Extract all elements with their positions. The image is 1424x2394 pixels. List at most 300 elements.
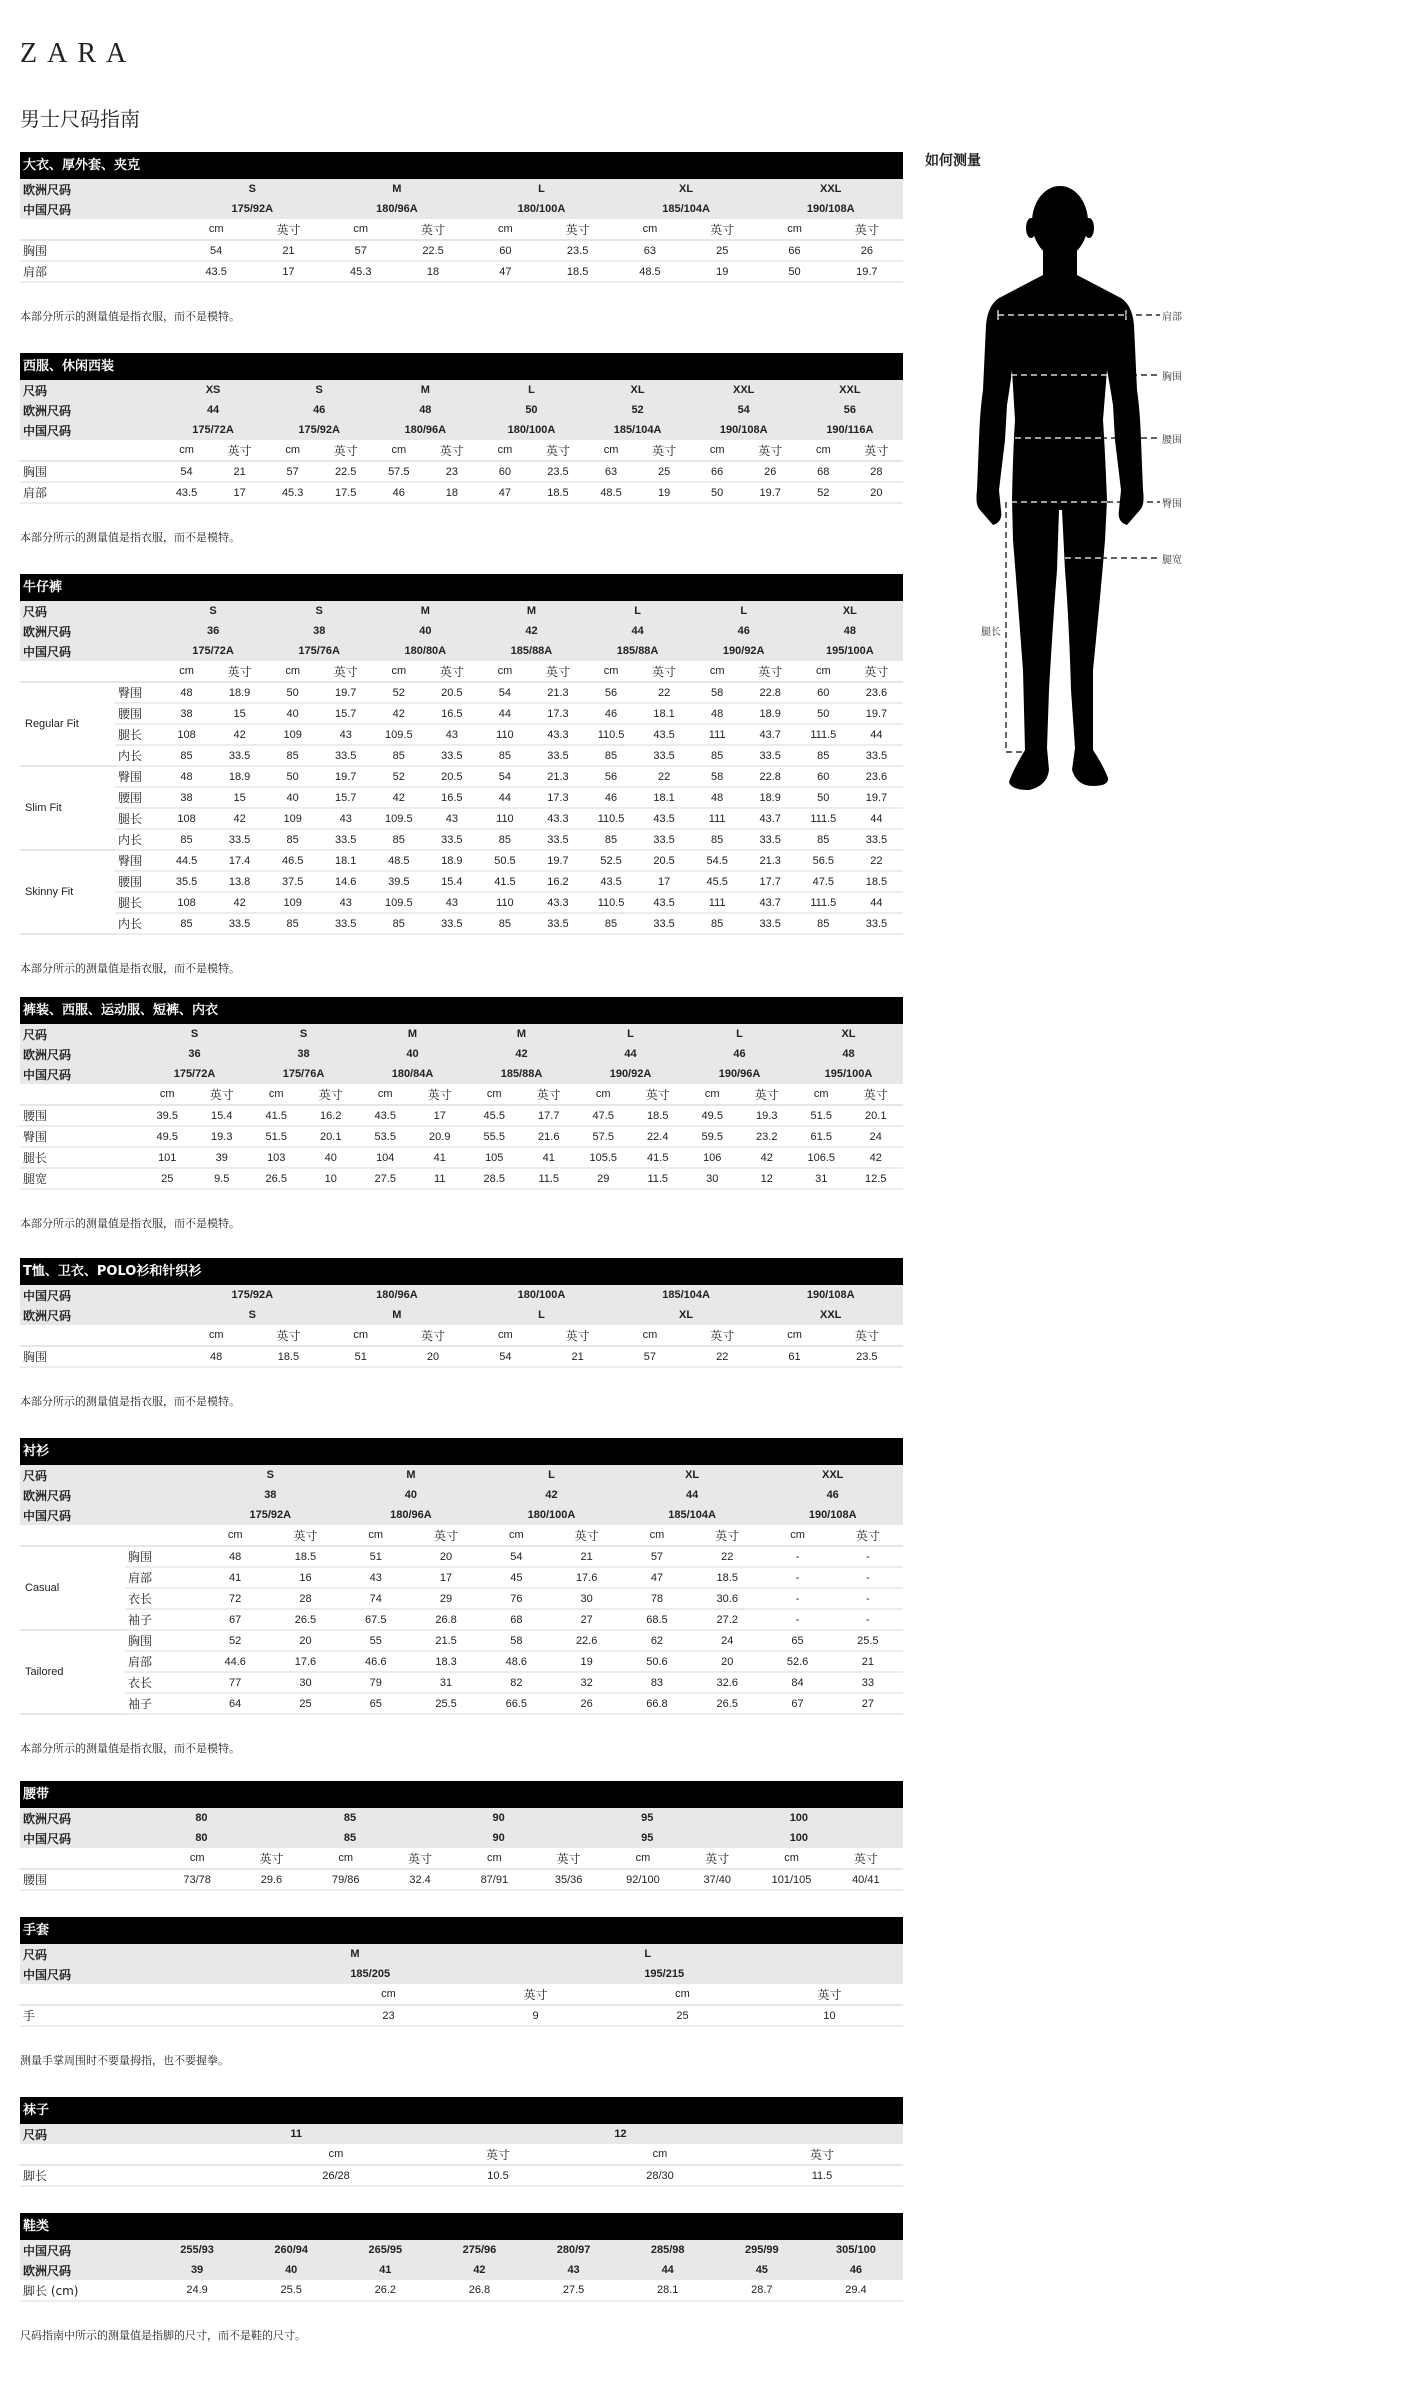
cell-value: 20.1 <box>849 1105 904 1126</box>
cell-value: 43.7 <box>744 724 797 745</box>
size-value: M <box>358 1024 467 1044</box>
cell-value: 32.4 <box>383 1869 457 1890</box>
row-label: 衣长 <box>125 1588 200 1609</box>
cell-value: 15.7 <box>319 703 372 724</box>
cell-value: 33.5 <box>850 913 903 934</box>
cell-value: 33.5 <box>638 913 691 934</box>
cell-value: 28/30 <box>579 2165 741 2186</box>
size-value: 44 <box>160 400 266 420</box>
row-label: 臀围 <box>20 1126 140 1147</box>
cell-value: 52 <box>372 766 425 787</box>
unit-inch: 英寸 <box>304 1084 359 1105</box>
unit-inch: 英寸 <box>552 1525 622 1546</box>
table-row <box>20 829 903 850</box>
cell-value: 24 <box>849 1126 904 1147</box>
cell-value: 63 <box>585 461 638 482</box>
unit-inch: 英寸 <box>829 1848 903 1869</box>
size-value: 38 <box>266 621 372 641</box>
cell-value: 9 <box>462 2005 609 2026</box>
cell-value: 43 <box>341 1567 411 1588</box>
fit-group <box>20 1630 903 1714</box>
size-value: 42 <box>478 621 584 641</box>
size-value: 180/80A <box>372 641 478 661</box>
table-row <box>20 1147 903 1168</box>
cell-value: 33.5 <box>850 745 903 766</box>
size-value: 275/96 <box>432 2240 526 2260</box>
row-label: 内长 <box>115 829 160 850</box>
row-label: 肩部 <box>125 1651 200 1672</box>
size-row <box>20 1024 903 1044</box>
unit-inch: 英寸 <box>195 1084 250 1105</box>
cell-value: 33.5 <box>531 913 584 934</box>
cell-value: 33.5 <box>744 829 797 850</box>
unit-cm: cm <box>691 440 744 461</box>
size-value: XXL <box>797 380 903 400</box>
cell-value: 104 <box>358 1147 413 1168</box>
size-value: L <box>478 380 584 400</box>
cell-value: 58 <box>691 682 744 703</box>
section-title: T恤、卫衣、POLO衫和针织衫 <box>20 1258 903 1285</box>
cell-value: 33.5 <box>213 829 266 850</box>
cell-value: 85 <box>691 745 744 766</box>
cell-value: 40 <box>304 1147 359 1168</box>
cell-value: 30 <box>270 1672 340 1693</box>
size-value: 44 <box>585 621 691 641</box>
section-title: 手套 <box>20 1917 903 1944</box>
cell-value: 85 <box>372 913 425 934</box>
size-value: 12 <box>579 2124 903 2144</box>
size-value: XXL <box>762 1465 903 1485</box>
size-value: 44 <box>622 1485 763 1505</box>
size-value: 190/92A <box>691 641 797 661</box>
cell-value: 48.5 <box>372 850 425 871</box>
cell-value: 52 <box>372 682 425 703</box>
size-table <box>20 179 903 283</box>
cell-value: 19.7 <box>744 482 797 503</box>
cell-value: 85 <box>266 829 319 850</box>
cell-value: 44.6 <box>200 1651 270 1672</box>
measurement-note: 本部分所示的测量值是指衣服，而不是模特。 <box>20 1742 240 1755</box>
how-to-measure-title: 如何测量 <box>925 153 981 169</box>
row-label: 肩部 <box>125 1567 200 1588</box>
cell-value: 31 <box>411 1672 481 1693</box>
size-value: 95 <box>606 1828 755 1848</box>
size-value: L <box>685 1024 794 1044</box>
cell-value: 49.5 <box>685 1105 740 1126</box>
unit-inch: 英寸 <box>417 2144 579 2165</box>
size-value: 38 <box>249 1044 358 1064</box>
cell-value: 14.6 <box>319 871 372 892</box>
cell-value: 85 <box>691 829 744 850</box>
size-value: S <box>266 380 372 400</box>
unit-inch: 英寸 <box>270 1525 340 1546</box>
cell-value: 23.6 <box>850 682 903 703</box>
cell-value: 48 <box>691 787 744 808</box>
cell-value: 79 <box>341 1672 411 1693</box>
cn-size-row <box>20 1285 903 1305</box>
cell-value: 40 <box>266 703 319 724</box>
size-value: XL <box>585 380 691 400</box>
unit-inch: 英寸 <box>397 1325 469 1346</box>
size-value: 56 <box>797 400 903 420</box>
cell-value: 66 <box>758 240 830 261</box>
cell-value: 111.5 <box>797 892 850 913</box>
unit-cm: cm <box>325 219 397 240</box>
cell-value: 85 <box>372 829 425 850</box>
row-label: 中国尺码 <box>20 1064 140 1084</box>
table-row <box>20 724 903 745</box>
cell-value: 22.4 <box>631 1126 686 1147</box>
size-value: 80 <box>160 1828 309 1848</box>
size-value: 190/96A <box>685 1064 794 1084</box>
fit-group <box>20 682 903 766</box>
size-value: 180/96A <box>325 1285 470 1305</box>
cell-value: 43.5 <box>358 1105 413 1126</box>
cn-size-row <box>20 1505 903 1525</box>
size-value: 190/108A <box>762 1505 903 1525</box>
unit-inch: 英寸 <box>849 1084 904 1105</box>
unit-inch: 英寸 <box>692 1525 762 1546</box>
cell-value: 22.5 <box>397 240 469 261</box>
cell-value: 44 <box>850 724 903 745</box>
unit-cm: cm <box>457 1848 531 1869</box>
size-value: 180/100A <box>481 1505 622 1525</box>
table-row <box>20 808 903 829</box>
table-row <box>20 1630 903 1651</box>
row-label: 中国尺码 <box>20 2240 150 2260</box>
section-socks <box>20 2097 903 2213</box>
cell-value: 33.5 <box>744 745 797 766</box>
cell-value: 79/86 <box>309 1869 383 1890</box>
cell-value: 109 <box>266 892 319 913</box>
unit-inch: 英寸 <box>252 219 324 240</box>
unit-inch: 英寸 <box>744 440 797 461</box>
unit-cm: cm <box>315 1984 462 2005</box>
cell-value: 51 <box>341 1546 411 1567</box>
size-value: XL <box>797 601 903 621</box>
cell-value: 17.5 <box>319 482 372 503</box>
unit-cm: cm <box>180 1325 252 1346</box>
cell-value: 17.3 <box>531 703 584 724</box>
table-row <box>20 482 903 503</box>
section-trousers <box>20 997 903 1258</box>
cell-value: 16.2 <box>304 1105 359 1126</box>
cell-value: 16.5 <box>425 787 478 808</box>
cell-value: 48.6 <box>481 1651 551 1672</box>
cell-value: 30.6 <box>692 1588 762 1609</box>
cell-value: 21 <box>833 1651 903 1672</box>
cell-value: 17 <box>252 261 324 282</box>
row-label: 腿宽 <box>20 1168 140 1189</box>
cell-value: 51.5 <box>794 1105 849 1126</box>
size-row <box>20 601 903 621</box>
cell-value: 27 <box>552 1609 622 1630</box>
cell-value: 15 <box>213 703 266 724</box>
cell-value: 59.5 <box>685 1126 740 1147</box>
cell-value: 110 <box>478 892 531 913</box>
section-title: 腰带 <box>20 1781 903 1808</box>
row-label: 欧洲尺码 <box>20 621 160 641</box>
row-label: 腰围 <box>115 787 160 808</box>
cell-value: 49.5 <box>140 1126 195 1147</box>
cell-value: 33.5 <box>319 829 372 850</box>
cell-value: 52 <box>200 1630 270 1651</box>
cell-value: 82 <box>481 1672 551 1693</box>
table-row <box>20 1869 903 1890</box>
size-value: 180/96A <box>372 420 478 440</box>
cell-value: 15 <box>213 787 266 808</box>
unit-inch: 英寸 <box>541 219 613 240</box>
cell-value: 39 <box>195 1147 250 1168</box>
cell-value: 20 <box>411 1546 481 1567</box>
size-guide-tables <box>20 152 903 2343</box>
size-value: 38 <box>200 1485 341 1505</box>
cell-value: 29.4 <box>809 2280 903 2301</box>
row-label: 中国尺码 <box>20 641 160 661</box>
size-value: 185/205 <box>315 1964 609 1984</box>
unit-inch: 英寸 <box>638 661 691 682</box>
unit-inch: 英寸 <box>213 661 266 682</box>
table-row <box>20 766 903 787</box>
size-value: 46 <box>762 1485 903 1505</box>
cell-value: 19.7 <box>531 850 584 871</box>
table-row <box>20 1672 903 1693</box>
eu-size-row <box>20 1044 903 1064</box>
cell-value: 26/28 <box>255 2165 417 2186</box>
unit-cm: cm <box>160 440 213 461</box>
page-title: 男士尺码指南 <box>20 107 140 131</box>
table-row <box>20 1651 903 1672</box>
cell-value: 33.5 <box>319 745 372 766</box>
cell-value: 37/40 <box>680 1869 754 1890</box>
cell-value: 27 <box>833 1693 903 1714</box>
unit-cm: cm <box>691 661 744 682</box>
cell-value: 25.5 <box>244 2280 338 2301</box>
table-row <box>20 850 903 871</box>
size-table <box>20 2124 903 2187</box>
cell-value: 22 <box>638 682 691 703</box>
unit-cm: cm <box>469 219 541 240</box>
cell-value: 28.7 <box>715 2280 809 2301</box>
cell-value: - <box>762 1567 832 1588</box>
size-value: 39 <box>150 2260 244 2280</box>
cell-value: 19 <box>552 1651 622 1672</box>
unit-cm: cm <box>579 2144 741 2165</box>
shoulder-label: 肩部 <box>1162 312 1182 323</box>
cell-value: 48.5 <box>614 261 686 282</box>
cell-value: 20.5 <box>425 682 478 703</box>
cell-value: 76 <box>481 1588 551 1609</box>
cell-value: 85 <box>266 913 319 934</box>
size-value: 180/100A <box>469 199 614 219</box>
cell-value: 43 <box>425 724 478 745</box>
unit-inch: 英寸 <box>833 1525 903 1546</box>
size-value: 190/108A <box>691 420 797 440</box>
cell-value: 35.5 <box>160 871 213 892</box>
section-title: 袜子 <box>20 2097 903 2124</box>
size-value: 42 <box>432 2260 526 2280</box>
size-value: S <box>160 601 266 621</box>
cell-value: 110 <box>478 808 531 829</box>
cell-value: 35/36 <box>531 1869 605 1890</box>
cell-value: 52 <box>797 482 850 503</box>
cell-value: - <box>762 1609 832 1630</box>
cell-value: 52.6 <box>762 1651 832 1672</box>
unit-cm: cm <box>585 661 638 682</box>
cell-value: 56 <box>585 766 638 787</box>
cell-value: 24.9 <box>150 2280 244 2301</box>
row-label: 袖子 <box>125 1693 200 1714</box>
cell-value: 41 <box>413 1147 468 1168</box>
eu-size-row <box>20 2260 903 2280</box>
row-label: 尺码 <box>20 380 160 400</box>
unit-inch: 英寸 <box>831 219 903 240</box>
cell-value: 28 <box>270 1588 340 1609</box>
cell-value: 28.5 <box>467 1168 522 1189</box>
size-value: 195/100A <box>794 1064 903 1084</box>
unit-inch: 英寸 <box>531 440 584 461</box>
cell-value: 54 <box>478 766 531 787</box>
row-label: 欧洲尺码 <box>20 1305 180 1325</box>
cell-value: 55 <box>341 1630 411 1651</box>
unit-inch: 英寸 <box>531 661 584 682</box>
size-value: 175/76A <box>266 641 372 661</box>
table-row <box>20 892 903 913</box>
cell-value: 25.5 <box>411 1693 481 1714</box>
unit-inch: 英寸 <box>522 1084 577 1105</box>
cell-value: 85 <box>797 829 850 850</box>
size-row <box>20 1465 903 1485</box>
size-value: S <box>180 179 325 199</box>
size-value: 48 <box>794 1044 903 1064</box>
cell-value: 12 <box>740 1168 795 1189</box>
measurement-note: 本部分所示的测量值是指衣服，而不是模特。 <box>20 1217 240 1230</box>
section-title: 牛仔裤 <box>20 574 903 601</box>
size-value: 42 <box>467 1044 576 1064</box>
size-value: 175/76A <box>249 1064 358 1084</box>
cell-value: 85 <box>160 913 213 934</box>
cell-value: 33.5 <box>531 745 584 766</box>
row-label: 胸围 <box>125 1546 200 1567</box>
cell-value: 43 <box>425 892 478 913</box>
cell-value: 20 <box>850 482 903 503</box>
size-value: L <box>576 1024 685 1044</box>
cell-value: 83 <box>622 1672 692 1693</box>
blank-cell <box>20 1084 140 1105</box>
cell-value: 18.5 <box>531 482 584 503</box>
cell-value: 29.6 <box>234 1869 308 1890</box>
unit-inch: 英寸 <box>686 1325 758 1346</box>
size-table <box>20 1808 903 1891</box>
size-value: 190/108A <box>758 199 903 219</box>
cell-value: 26 <box>831 240 903 261</box>
cell-value: 85 <box>160 745 213 766</box>
unit-inch: 英寸 <box>638 440 691 461</box>
size-value: 180/100A <box>478 420 584 440</box>
cn-size-row <box>20 1828 903 1848</box>
cell-value: 110 <box>478 724 531 745</box>
cell-value: 15.4 <box>195 1105 250 1126</box>
unit-cm: cm <box>797 440 850 461</box>
unit-row <box>20 1325 903 1346</box>
cell-value: 29 <box>411 1588 481 1609</box>
cell-value: 57 <box>622 1546 692 1567</box>
cell-value: 11.5 <box>522 1168 577 1189</box>
size-table <box>20 2240 903 2302</box>
unit-cm: cm <box>372 661 425 682</box>
table-row <box>20 682 903 703</box>
cell-value: 16 <box>270 1567 340 1588</box>
section-title: 衬衫 <box>20 1438 903 1465</box>
section-shirts <box>20 1438 903 1781</box>
cell-value: 24 <box>692 1630 762 1651</box>
cell-value: 13.8 <box>213 871 266 892</box>
section-belts <box>20 1781 903 1917</box>
cell-value: 68 <box>481 1609 551 1630</box>
cell-value: 31 <box>794 1168 849 1189</box>
cell-value: 109.5 <box>372 892 425 913</box>
unit-inch: 英寸 <box>411 1525 481 1546</box>
unit-cm: cm <box>614 219 686 240</box>
unit-inch: 英寸 <box>850 440 903 461</box>
blank-cell <box>20 1848 160 1869</box>
unit-cm: cm <box>614 1325 686 1346</box>
table-row <box>20 745 903 766</box>
cell-value: 18 <box>397 261 469 282</box>
unit-cm: cm <box>762 1525 832 1546</box>
unit-inch: 英寸 <box>213 440 266 461</box>
thigh-label: 腿宽 <box>1162 555 1182 566</box>
cell-value: 63 <box>614 240 686 261</box>
size-row <box>20 380 903 400</box>
cell-value: 48.5 <box>585 482 638 503</box>
cell-value: 39.5 <box>140 1105 195 1126</box>
cell-value: 85 <box>691 913 744 934</box>
zara-logo: ZARA <box>20 38 137 69</box>
size-value: 285/98 <box>621 2240 715 2260</box>
size-value: S <box>180 1305 325 1325</box>
blank-cell <box>20 2144 255 2165</box>
cell-value: 56 <box>585 682 638 703</box>
size-value: 40 <box>341 1485 482 1505</box>
cell-value: 101/105 <box>754 1869 828 1890</box>
cell-value: 18.5 <box>692 1567 762 1588</box>
cell-value: 77 <box>200 1672 270 1693</box>
unit-inch: 英寸 <box>319 661 372 682</box>
cell-value: 10 <box>756 2005 903 2026</box>
cell-value: 52.5 <box>585 850 638 871</box>
cell-value: 43.7 <box>744 808 797 829</box>
unit-cm: cm <box>754 1848 828 1869</box>
cell-value: 38 <box>160 703 213 724</box>
cell-value: 42 <box>740 1147 795 1168</box>
cell-value: 57 <box>325 240 397 261</box>
row-label: 中国尺码 <box>20 1505 200 1525</box>
size-value: XL <box>794 1024 903 1044</box>
fit-name: Tailored <box>20 1630 125 1714</box>
cell-value: 43 <box>319 724 372 745</box>
cell-value: 111.5 <box>797 724 850 745</box>
cell-value: 43.5 <box>638 892 691 913</box>
cell-value: 57 <box>266 461 319 482</box>
row-label: 胸围 <box>20 461 160 482</box>
cell-value: 19.3 <box>740 1105 795 1126</box>
cell-value: 17.6 <box>552 1567 622 1588</box>
cell-value: 53.5 <box>358 1126 413 1147</box>
cell-value: 111.5 <box>797 808 850 829</box>
cell-value: 22 <box>686 1346 758 1367</box>
cell-value: 26 <box>552 1693 622 1714</box>
